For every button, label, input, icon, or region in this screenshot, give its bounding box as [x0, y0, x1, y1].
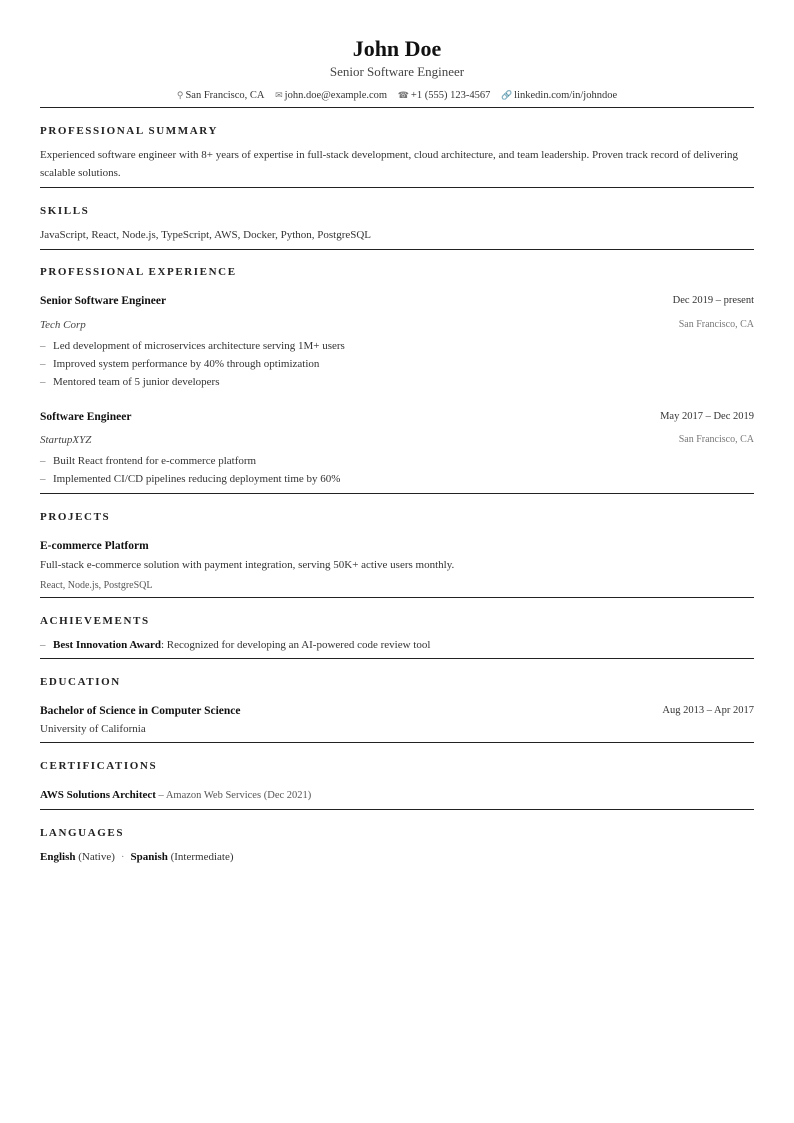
contact-phone-text[interactable]: +1 (555) 123-4567	[410, 90, 491, 101]
section-title-summary: PROFESSIONAL SUMMARY	[40, 125, 218, 137]
experience-bullet	[40, 454, 256, 468]
bullet-dash: –	[40, 639, 46, 651]
contact-email-text[interactable]: john.doe@example.com	[284, 90, 388, 101]
email-icon: ✉	[275, 90, 283, 100]
bullet-dash: –	[40, 473, 46, 485]
skills-text: JavaScript, React, Node.js, TypeScript, AWS, Docker, Python, PostgreSQL	[40, 229, 372, 241]
experience-company: Tech Corp	[40, 319, 86, 331]
experience-location: San Francisco, CA	[678, 434, 754, 445]
section-divider	[40, 249, 754, 250]
contact-location-text: San Francisco, CA	[185, 90, 265, 101]
language-name: English	[40, 851, 76, 863]
contact-location	[177, 90, 265, 101]
contact-bar	[40, 89, 754, 102]
section-title-certifications: CERTIFICATIONS	[40, 760, 158, 772]
section-title-skills: SKILLS	[40, 205, 90, 217]
project-name: E-commerce Platform	[40, 540, 149, 552]
resume-name: John Doe	[352, 36, 442, 61]
contact-phone[interactable]	[398, 90, 491, 101]
location-pin-icon: ⚲	[176, 90, 184, 100]
section-title-languages: LANGUAGES	[40, 827, 125, 839]
language-level: (Native)	[78, 851, 115, 863]
experience-bullet-text: Improved system performance by 40% through optimization	[53, 358, 320, 370]
certification-date: (Dec 2021)	[263, 790, 312, 801]
bullet-dash: –	[40, 358, 46, 370]
experience-bullet-text: Built React frontend for e-commerce platform	[53, 455, 257, 467]
language-separator: ·	[120, 851, 125, 863]
experience-bullet-text: Mentored team of 5 junior developers	[53, 376, 220, 388]
contact-linkedin[interactable]	[501, 90, 617, 101]
experience-bullet	[40, 339, 345, 353]
contact-email[interactable]	[275, 90, 387, 101]
section-divider	[40, 597, 754, 598]
experience-bullet	[40, 375, 219, 389]
experience-dates: Dec 2019 – present	[672, 295, 754, 306]
language-level: (Intermediate)	[170, 851, 234, 863]
experience-role: Senior Software Engineer	[40, 295, 167, 307]
project-tech: React, Node.js, PostgreSQL	[40, 580, 153, 591]
section-title-projects: PROJECTS	[40, 511, 111, 523]
project-description: Full-stack e-commerce solution with payment integration, serving 50K+ active users monthly.	[40, 559, 455, 571]
certification-issuer: – Amazon Web Services	[155, 790, 262, 801]
certification-item	[40, 788, 311, 803]
link-icon: 🔗	[500, 90, 513, 100]
experience-bullet-text: Implemented CI/CD pipelines reducing deployment time by 60%	[53, 473, 341, 485]
resume-headline: Senior Software Engineer	[329, 64, 465, 79]
experience-location: San Francisco, CA	[678, 319, 754, 330]
experience-role: Software Engineer	[40, 411, 132, 423]
achievement-name: Best Innovation Award	[53, 639, 161, 651]
bullet-dash: –	[40, 376, 46, 388]
experience-company: StartupXYZ	[40, 434, 92, 446]
experience-dates: May 2017 – Dec 2019	[660, 411, 754, 422]
section-divider	[40, 493, 754, 494]
section-title-experience: PROFESSIONAL EXPERIENCE	[40, 266, 237, 278]
education-degree: Bachelor of Science in Computer Science	[40, 705, 241, 717]
phone-icon: ☎	[397, 90, 409, 100]
section-divider	[40, 742, 754, 743]
education-school: University of California	[40, 723, 146, 735]
achievement-description: : Recognized for developing an AI-powered code review tool	[160, 639, 431, 651]
experience-bullet	[40, 472, 340, 486]
experience-bullet	[40, 357, 319, 371]
experience-bullet-text: Led development of microservices architecture serving 1M+ users	[53, 340, 345, 352]
bullet-dash: –	[40, 340, 46, 352]
section-title-education: EDUCATION	[40, 676, 121, 688]
section-title-achievements: ACHIEVEMENTS	[40, 615, 150, 627]
section-divider	[40, 187, 754, 188]
section-divider	[40, 809, 754, 810]
achievement-item	[40, 638, 430, 652]
summary-text: Experienced software engineer with 8+ years of expertise in full-stack development, cloud architecture, and team leadership. Proven track record of delivering scalable solutions.	[40, 149, 739, 179]
language-name: Spanish	[130, 851, 168, 863]
languages-list	[40, 850, 234, 864]
section-divider	[40, 658, 754, 659]
section-divider	[40, 107, 754, 108]
certification-name: AWS Solutions Architect	[40, 789, 156, 801]
bullet-dash: –	[40, 455, 46, 467]
contact-linkedin-text[interactable]: linkedin.com/in/johndoe	[514, 90, 618, 101]
education-dates: Aug 2013 – Apr 2017	[662, 705, 754, 716]
